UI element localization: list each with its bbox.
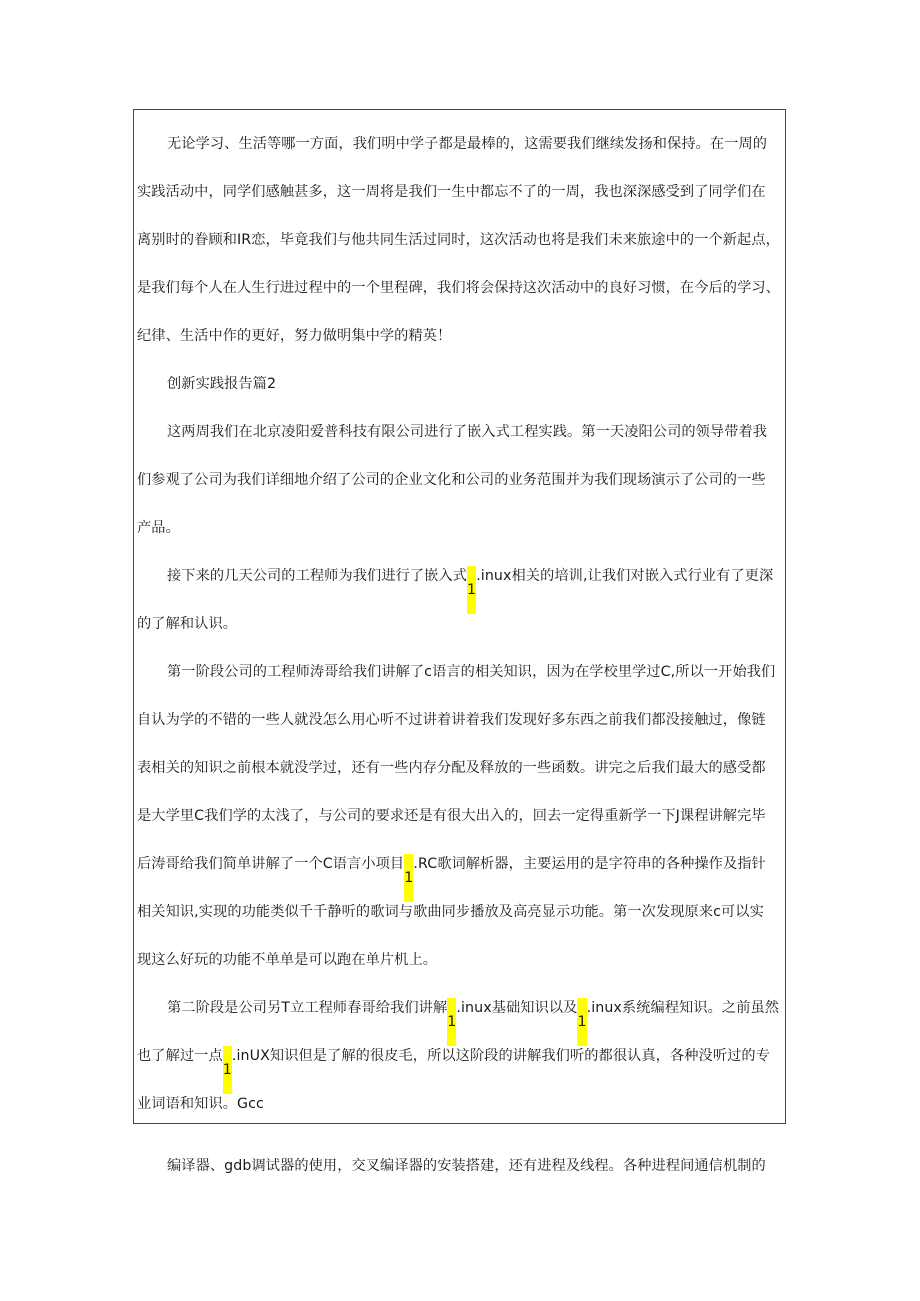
highlight-mark: 1 [404, 854, 413, 902]
text-line [137, 1046, 787, 1094]
text-line: 是大学里C我们学的太浅了，与公司的要求还是有很大出入的，回去一定得重新学一下J课程讲解完毕 [137, 808, 766, 824]
text-line [167, 998, 787, 1046]
text-line: 离别时的眷顾和IR恋，毕竟我们与他共同生活过同时，这次活动也将是我们未来旅途中的一个新起点， [137, 232, 780, 248]
highlight-mark: 1 [577, 998, 586, 1046]
text-line: 自认为学的不错的一些人就没怎么用心听不过讲着讲着我们发现好多东西之前我们都没接触过，像链 [137, 712, 766, 728]
text-line: 表相关的知识之前根本就没学过，还有一些内存分配及释放的一些函数。讲完之后我们最大的感受都 [137, 760, 766, 776]
text-segment: .inux基础知识以及 [456, 1000, 578, 1016]
text-line: 第一阶段公司的工程师涛哥给我们讲解了c语言的相关知识，因为在学校里学过C,所以一开始我们 [167, 664, 776, 680]
text-segment: .RC歌词解析器，主要运用的是字符串的各种操作及指针 [413, 856, 766, 872]
highlight-mark: 1 [467, 566, 476, 614]
text-segment: .inux相关的培训,让我们对嵌入式行业有了更深 [476, 568, 774, 584]
text-segment: 后涛哥给我们简单讲解了一个C语言小项目 [137, 856, 405, 872]
text-segment: .inux系统编程知识。之前虽然 [586, 1000, 780, 1016]
text-segment: 接下来的几天公司的工程师为我们进行了嵌入式 [167, 568, 468, 584]
text-segment: 第二阶段是公司另T立工程师春哥给我们讲解 [167, 1000, 448, 1016]
text-line: 们参观了公司为我们详细地介绍了公司的企业文化和公司的业务范围并为我们现场演示了公司的一些 [137, 472, 766, 488]
text-line: 产品。 [137, 520, 180, 536]
text-line: 这两周我们在北京凌阳爱普科技有限公司进行了嵌入式工程实践。第一天凌阳公司的领导带着我 [167, 424, 768, 440]
text-line: 现这么好玩的功能不单单是可以跑在单片机上。 [137, 952, 438, 968]
text-line [167, 566, 787, 614]
section-heading: 创新实践报告篇2 [167, 376, 277, 392]
text-line: 的了解和认识。 [137, 616, 238, 632]
text-line: 编译器、gdb调试器的使用，交叉编译器的安装搭建，还有进程及线程。各种进程间通信机制的 [167, 1158, 766, 1174]
text-line: 纪律、生活中作的更好，努力做明集中学的精英！ [137, 328, 452, 344]
text-line [137, 854, 787, 902]
text-line: 相关知识,实现的功能类似千千静听的歌词与歌曲同步播放及高亮显示功能。第一次发现原来c可以实 [137, 904, 764, 920]
text-line: 实践活动中，同学们感触甚多，这一周将是我们一生中都忘不了的一周，我也深深感受到了同学们在 [137, 184, 766, 200]
text-line: 业词语和知识。Gcc [137, 1096, 264, 1112]
text-line: 是我们每个人在人生行进过程中的一个里程碑，我们将会保持这次活动中的良好习惯，在今后的学习、 [137, 280, 780, 296]
highlight-mark: 1 [223, 1046, 232, 1094]
text-segment: 也了解过一点 [137, 1048, 223, 1064]
text-line: 无论学习、生活等哪一方面，我们明中学子都是最棒的，这需要我们继续发扬和保持。在一周的 [167, 136, 768, 152]
text-segment: .inUX知识但是了解的很皮毛，所以这阶段的讲解我们听的都很认真，各种没听过的专 [231, 1048, 770, 1064]
highlight-mark: 1 [447, 998, 456, 1046]
